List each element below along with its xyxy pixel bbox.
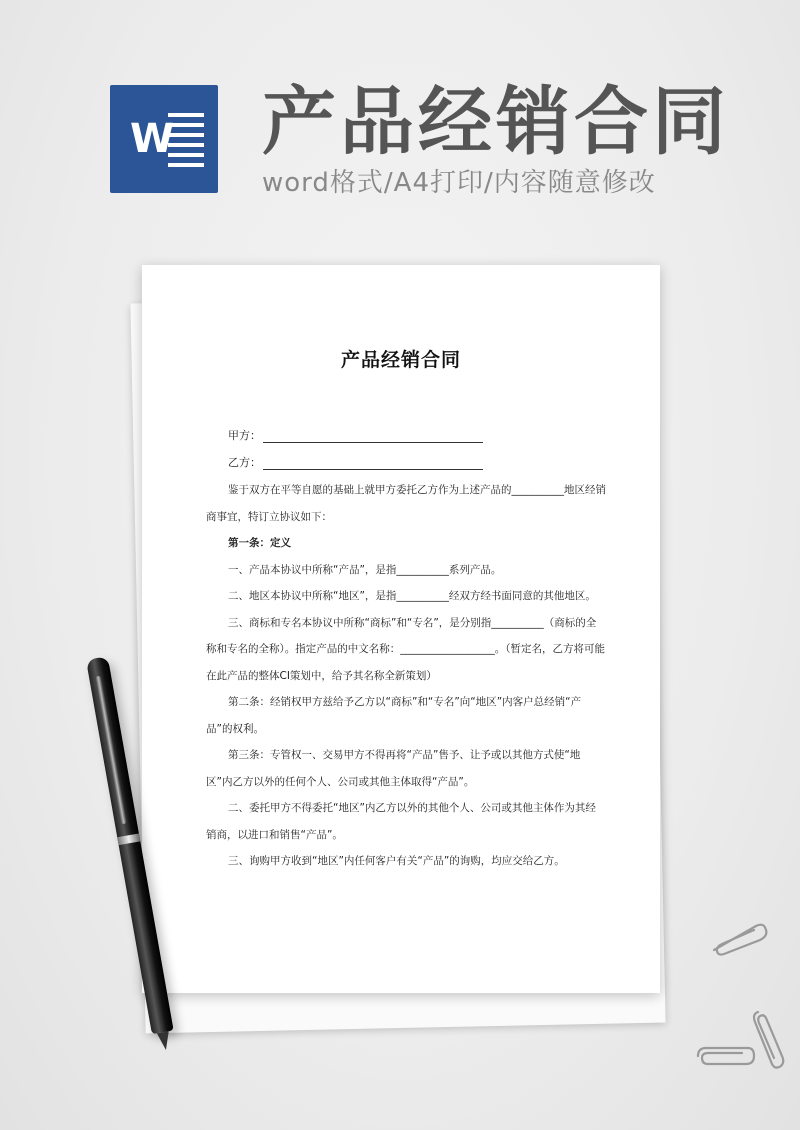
document-title: 产品经销合同 bbox=[340, 349, 461, 371]
word-logo-icon bbox=[110, 85, 218, 193]
page-title: 产品经销合同 bbox=[262, 79, 730, 165]
party-a-label: 甲方： bbox=[228, 429, 261, 442]
paragraph-inquiry: 三、询购甲方收到“地区”内任何客户有关“产品”的询购，均应交给乙方。 bbox=[228, 855, 565, 867]
party-a-blank bbox=[263, 430, 483, 443]
page-subtitle: word格式/A4打印/内容随意修改 bbox=[262, 168, 656, 198]
logo-letter: W bbox=[129, 116, 175, 162]
paragraph-product: 一、产品本协议中所称“产品”，是指__________系列产品。 bbox=[228, 563, 502, 576]
party-b-label: 乙方： bbox=[228, 456, 261, 469]
party-a-field bbox=[228, 427, 483, 443]
document-page bbox=[142, 265, 660, 993]
party-b-blank bbox=[263, 457, 483, 470]
paragraph-trademark: 三、商标和专名本协议中所称“商标”和“专名”，是分别指__________（商标的全称和专名的全称）。指定产品的中文名称：__________________。（暂定名，乙方将可能在此产品的整体CI策划中，给予其名称全新策划） bbox=[206, 616, 605, 682]
paragraph-article-2: 第二条：经销权甲方兹给予乙方以“商标”和“专名”向“地区”内客户总经销“产品”的权利。 bbox=[206, 696, 582, 735]
paragraph-article-3: 第三条：专管权一、交易甲方不得再将“产品”售予、让予或以其他方式使“地区”内乙方以外的任何个人、公司或其他主体取得“产品”。 bbox=[206, 749, 581, 788]
paragraph-commission: 二、委托甲方不得委托“地区”内乙方以外的其他个人、公司或其他主体作为其经销商，以进口和销售“产品”。 bbox=[206, 802, 596, 841]
paragraph-region: 二、地区本协议中所称“地区”，是指__________经双方经书面同意的其他地区。 bbox=[228, 590, 596, 602]
contract-body bbox=[206, 477, 606, 875]
article-1-heading: 第一条：定义 bbox=[228, 537, 291, 549]
paragraph-intro: 鉴于双方在平等自愿的基础上就甲方委托乙方作为上述产品的__________地区经销商事宜，特订立协议如下： bbox=[206, 484, 606, 523]
paperclip-icon-3 bbox=[694, 1044, 756, 1070]
paperclip-icon bbox=[708, 918, 770, 958]
party-b-field bbox=[228, 454, 483, 470]
